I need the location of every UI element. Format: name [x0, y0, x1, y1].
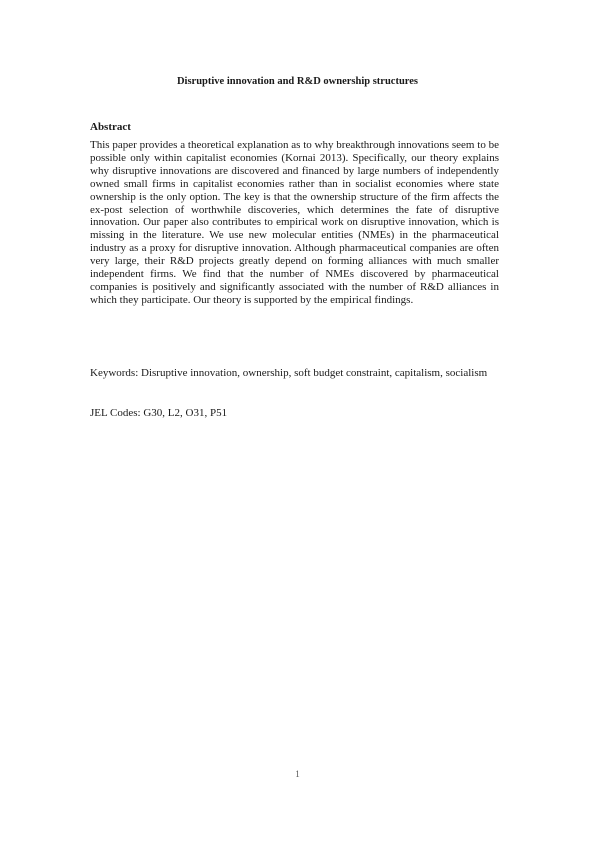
keywords-line: Keywords: Disruptive innovation, ownership, soft budget constraint, capitalism, socialism: [90, 367, 488, 379]
jel-codes-line: JEL Codes: G30, L2, O31, P51: [90, 407, 228, 419]
abstract-body: This paper provides a theoretical explanation as to why breakthrough innovations seem to be possible only within capitalist economies (Kornai 2013). Specifically, our theory explains why disruptive innovations are discovered and financed by large numbers of independently owned small firms in capitalist economies rather than in socialist economies where state ownership is the only option. The key is that the ownership structure of the firm affects the ex-post selection of worthwhile discoveries, which determines the fate of disruptive innovation. Our paper also contributes to empirical work on disruptive innovation, which is missing in the literature. We use new molecular entities (NMEs) in the pharmaceutical industry as a proxy for disruptive innovation. Although pharmaceutical companies are often very large, their R&D projects greatly depend on forming alliances with much smaller independent firms. We find that the number of NMEs discovered by pharmaceutical companies is positively and significantly associated with the number of R&D alliances in which they participate. Our theory is supported by the empirical findings.: [90, 139, 499, 306]
abstract-heading: Abstract: [90, 121, 131, 133]
paper-title: Disruptive innovation and R&D ownership structures: [176, 76, 419, 87]
page-number: 1: [295, 769, 300, 779]
